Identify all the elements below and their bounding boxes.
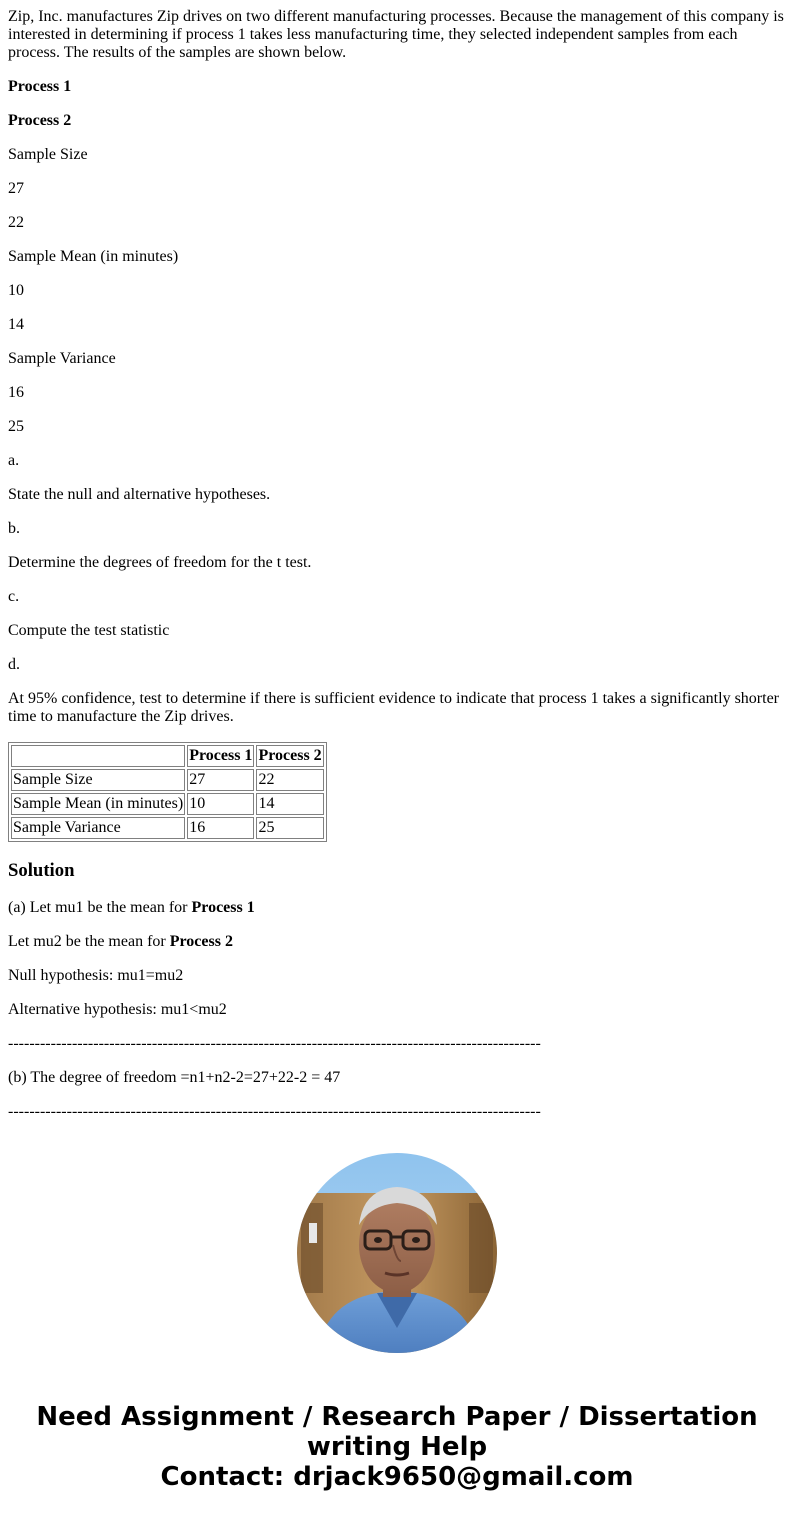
footer-line-2: writing Help: [306, 1432, 488, 1462]
avatar-portrait-image: [297, 1153, 497, 1353]
flat-value: 10: [8, 282, 24, 299]
table-header-cell: Process 2: [256, 745, 323, 767]
part-a-letter: a.: [8, 452, 20, 469]
solution-heading: Solution: [8, 860, 75, 881]
flat-value: 27: [8, 180, 24, 197]
solution-b-line: (b) The degree of freedom =n1+n2-2=27+22-2 = 47: [8, 1069, 341, 1086]
part-b-text: Determine the degrees of freedom for the t test.: [8, 554, 312, 571]
table-cell: Sample Variance: [11, 817, 185, 839]
part-d-letter: d.: [8, 656, 20, 673]
part-b-letter: b.: [8, 520, 20, 537]
table-cell: 14: [256, 793, 323, 815]
table-cell: Sample Mean (in minutes): [11, 793, 185, 815]
table-header-cell: Process 1: [187, 745, 254, 767]
solution-mu2-line: Let mu2 be the mean for Process 2: [8, 933, 233, 950]
part-d-text: At 95% confidence, test to determine if there is sufficient evidence to indicate that process 1 takes a significantly shorter time to manufacture the Zip drives.: [8, 690, 779, 725]
flat-process-1: Process 1: [8, 78, 72, 95]
solution-a-line: (a) Let mu1 be the mean for Process 1: [8, 899, 255, 916]
table-row: [11, 793, 324, 815]
flat-value: 14: [8, 316, 24, 333]
avatar: [297, 1153, 497, 1353]
flat-sample-variance: Sample Variance: [8, 350, 116, 367]
part-c-letter: c.: [8, 588, 20, 605]
table-cell: 27: [187, 769, 254, 791]
flat-value: 16: [8, 384, 24, 401]
flat-value: 25: [8, 418, 24, 435]
table-header-cell: [11, 745, 185, 767]
table-cell: 10: [187, 793, 254, 815]
table-cell: Sample Size: [11, 769, 185, 791]
question-intro: Zip, Inc. manufactures Zip drives on two different manufacturing processes. Because the management of this company is interested in determining if process 1 takes less manufacturing time, they selected independent samples from each process. The results of the samples are shown below.: [8, 8, 784, 61]
table-row: [11, 769, 324, 791]
part-a-text: State the null and alternative hypotheses.: [8, 486, 271, 503]
footer-contact: Contact: drjack9650@gmail.com: [160, 1462, 634, 1492]
divider: ----------------------------------------------------------------------------------------------------: [8, 1035, 541, 1052]
divider: ----------------------------------------------------------------------------------------------------: [8, 1103, 541, 1120]
table-cell: 25: [256, 817, 323, 839]
flat-sample-mean: Sample Mean (in minutes): [8, 248, 179, 265]
alt-hypothesis: Alternative hypothesis: mu1<mu2: [8, 1001, 227, 1018]
table-header-row: [11, 745, 324, 767]
flat-sample-size: Sample Size: [8, 146, 88, 163]
flat-process-2: Process 2: [8, 112, 72, 129]
sample-table: [8, 742, 327, 842]
flat-value: 22: [8, 214, 24, 231]
footer-banner: [0, 1402, 794, 1492]
part-c-text: Compute the test statistic: [8, 622, 170, 639]
table-cell: 22: [256, 769, 323, 791]
table-row: [11, 817, 324, 839]
footer-line-1: Need Assignment / Research Paper / Dissertation: [36, 1402, 758, 1432]
table-cell: 16: [187, 817, 254, 839]
avatar-container: [0, 1153, 794, 1353]
null-hypothesis: Null hypothesis: mu1=mu2: [8, 967, 184, 984]
